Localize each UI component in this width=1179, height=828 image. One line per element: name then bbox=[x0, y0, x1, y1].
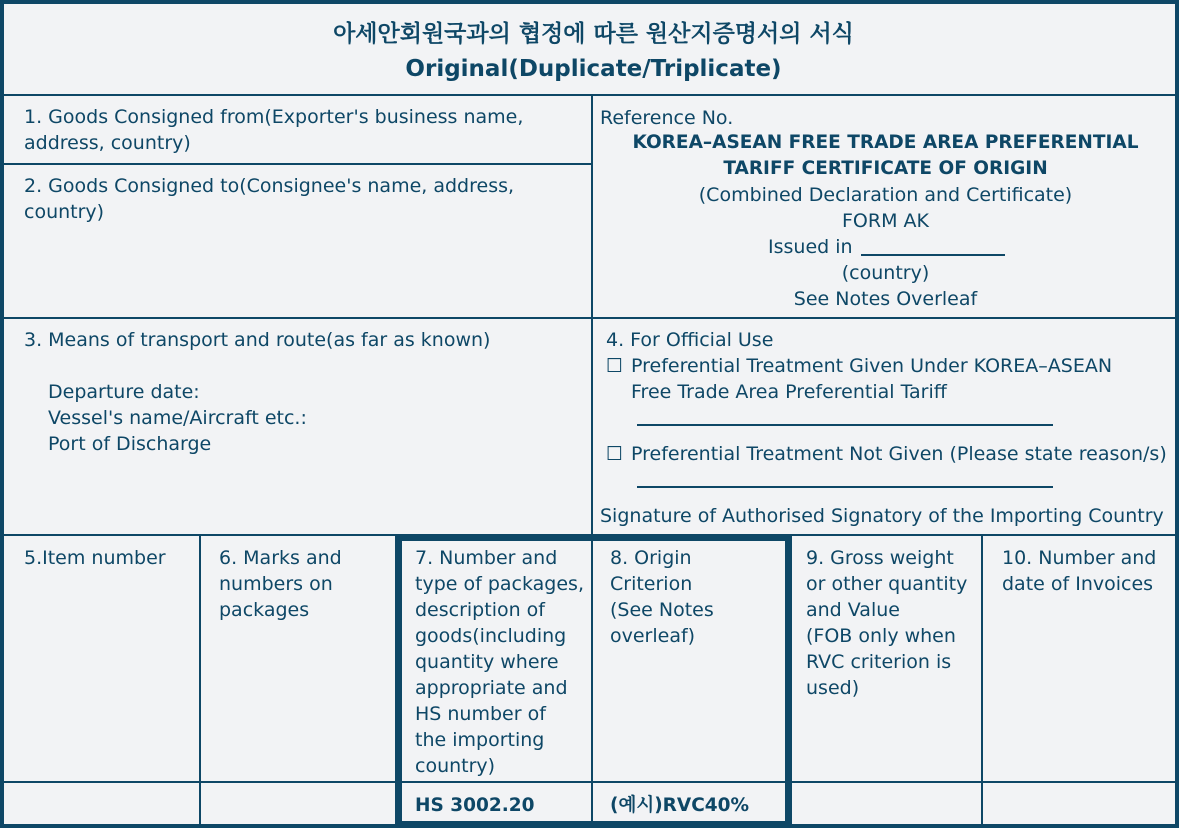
reference-number-label: Reference No. bbox=[600, 107, 734, 129]
box2-label-line2: country) bbox=[24, 201, 105, 223]
col7-header-line: type of packages, bbox=[415, 573, 584, 595]
col6-header-line: packages bbox=[219, 599, 310, 621]
hs-code-value: HS 3002.20 bbox=[415, 795, 535, 816]
col9-header-line: (FOB only when bbox=[806, 625, 956, 647]
divider-row2 bbox=[4, 317, 1179, 319]
col9-header-line: 9. Gross weight bbox=[806, 547, 954, 569]
col7-header-line: 7. Number and bbox=[415, 547, 558, 569]
box1-label-line2: address, country) bbox=[24, 132, 191, 154]
box4-label: 4. For Official Use bbox=[606, 329, 774, 351]
certificate-heading-line1: KOREA–ASEAN FREE TRADE AREA PREFERENTIAL bbox=[632, 132, 1139, 153]
col10-header-line: date of Invoices bbox=[1002, 573, 1154, 595]
issued-in-blank-line bbox=[861, 254, 1005, 256]
col7-header-line: appropriate and bbox=[415, 677, 568, 699]
treatment-given-line2: Free Trade Area Preferential Tariff bbox=[631, 381, 947, 403]
certificate-heading-line2: TARIFF CERTIFICATE OF ORIGIN bbox=[723, 158, 1048, 179]
signature-label: Signature of Authorised Signatory of the Importing Country bbox=[600, 505, 1164, 527]
col5-header: 5.Item number bbox=[24, 547, 166, 569]
col9-header-line: RVC criterion is bbox=[806, 651, 952, 673]
highlight-frame-columns-7-8 bbox=[395, 534, 792, 828]
divider-box1-box2 bbox=[4, 163, 592, 165]
checkbox-treatment-not-given[interactable]: ☐ bbox=[606, 443, 624, 465]
col10-header-line: 10. Number and bbox=[1002, 547, 1157, 569]
checkbox-treatment-given[interactable]: ☐ bbox=[606, 355, 624, 377]
box2-label-line1: 2. Goods Consigned to(Consignee's name, address, bbox=[24, 175, 515, 197]
box3-label: 3. Means of transport and route(as far as known) bbox=[24, 329, 491, 351]
reason-blank-line bbox=[637, 486, 1053, 488]
origin-criterion-value: (예시)RVC40% bbox=[610, 795, 750, 816]
divider-col5-col6 bbox=[199, 534, 201, 828]
treatment-given-blank-line bbox=[637, 424, 1053, 426]
divider-col9-col10 bbox=[981, 534, 983, 828]
col6-header-line: numbers on bbox=[219, 573, 333, 595]
col9-header-line: and Value bbox=[806, 599, 900, 621]
col7-header-line: goods(including bbox=[415, 625, 567, 647]
treatment-not-given-label: Preferential Treatment Not Given (Please state reason/s) bbox=[631, 443, 1167, 465]
col7-header-line: quantity where bbox=[415, 651, 559, 673]
port-of-discharge-label: Port of Discharge bbox=[48, 433, 212, 455]
treatment-given-line1: Preferential Treatment Given Under KOREA–ASEAN bbox=[631, 355, 1113, 377]
country-label: (country) bbox=[841, 262, 930, 284]
col6-header-line: 6. Marks and bbox=[219, 547, 342, 569]
col7-header-line: HS number of bbox=[415, 703, 546, 725]
col7-header-line: description of bbox=[415, 599, 545, 621]
vessel-name-label: Vessel's name/Aircraft etc.: bbox=[48, 407, 307, 429]
col7-header-line: country) bbox=[415, 755, 496, 777]
box1-label-line1: 1. Goods Consigned from(Exporter's business name, bbox=[24, 106, 524, 128]
form-ak-label: FORM AK bbox=[842, 210, 929, 232]
see-notes-label: See Notes Overleaf bbox=[793, 288, 978, 310]
col9-header-line: or other quantity bbox=[806, 573, 968, 595]
col8-header-line: (See Notes bbox=[610, 599, 714, 621]
col7-header-line: the importing bbox=[415, 729, 545, 751]
form-title-english: Original(Duplicate/Triplicate) bbox=[405, 56, 782, 82]
form-title-korean: 아세안회원국과의 협정에 따른 원산지증명서의 서식 bbox=[333, 21, 854, 47]
col8-header-line: Criterion bbox=[610, 573, 693, 595]
issued-in-label: Issued in bbox=[768, 236, 853, 258]
col9-header-line: used) bbox=[806, 677, 860, 699]
combined-declaration-text: (Combined Declaration and Certificate) bbox=[698, 184, 1073, 206]
departure-date-label: Departure date: bbox=[48, 381, 200, 403]
col8-header-line: 8. Origin bbox=[610, 547, 692, 569]
col8-header-line: overleaf) bbox=[610, 625, 696, 647]
